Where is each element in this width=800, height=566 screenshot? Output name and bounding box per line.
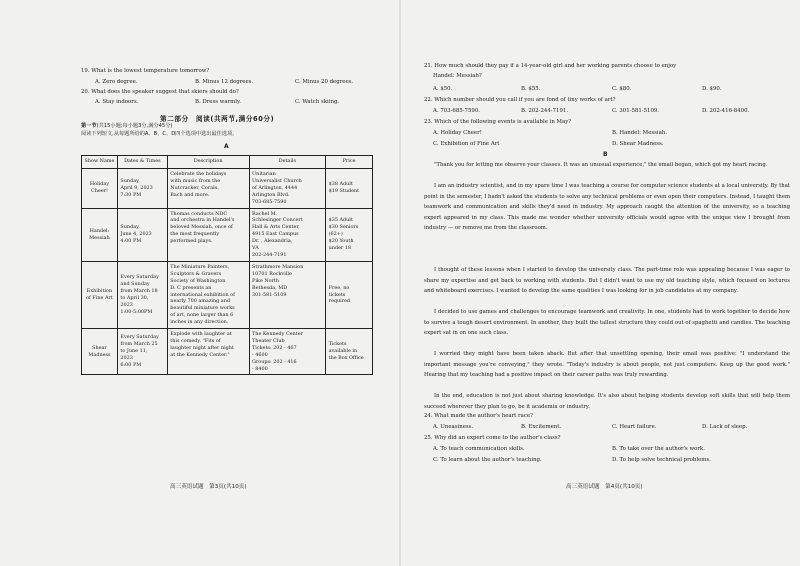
cell-line: Rachel M. [252, 210, 278, 217]
cell-line: Shear [92, 344, 107, 351]
cell-line: this comedy. "Fits of [170, 337, 221, 344]
table-row [82, 261, 373, 328]
cell-description [167, 261, 249, 328]
cell-line: Handel: [89, 227, 110, 234]
cell-line: $20 Youth [328, 238, 354, 245]
question-21-options [433, 86, 722, 93]
cell-line: from March 18 [120, 288, 158, 295]
cell-line: with music from the [170, 177, 221, 184]
option-c: C. Watch skiing. [295, 99, 340, 105]
cell-line: Madness [88, 351, 111, 358]
question-25-options-row2 [433, 457, 711, 464]
cell-line: from March 25 [120, 341, 158, 348]
option-b: B. $55. [521, 86, 541, 92]
cell-line: Every Saturday [120, 274, 159, 281]
cell-line: Explode with laughter at [170, 331, 232, 338]
cell-line: The Miniature Painters, [170, 263, 230, 270]
cell-description [167, 329, 249, 375]
cell-line: Groups: 202 - 416 [252, 358, 297, 365]
cell-show-name [82, 329, 118, 375]
header-dates-times: Dates & Times [117, 156, 167, 169]
option-c: C. To learn about the author's teaching. [433, 457, 542, 463]
option-d: D. To help solve technical problems. [612, 457, 711, 463]
cell-line: Society of Washington [170, 277, 226, 284]
question-23-stem: 23. Which of the following events is available in May? [424, 119, 572, 125]
cell-description [167, 208, 249, 261]
cell-line: 4:00 PM [120, 238, 142, 245]
cell-line: Thomas conducts NDC [170, 210, 228, 217]
cell-line: Exhibition [86, 288, 113, 295]
cell-line: Strathmore Mansion [252, 263, 304, 270]
cell-price [326, 261, 373, 328]
cell-line: performed plays. [170, 238, 213, 245]
cell-line: required [328, 298, 351, 305]
cell-line: Tickets [328, 341, 347, 348]
cell-line: 2023 [120, 355, 133, 362]
cell-line: Hall & Arts Center, [252, 224, 300, 231]
cell-line: tickets [328, 291, 346, 298]
cell-details [249, 169, 326, 209]
option-a: A. Zero degree. [95, 79, 138, 85]
table-row [82, 329, 373, 375]
cell-line: April 9, 2023 [120, 184, 153, 191]
paragraph-5: I worried they might have been taken aback. But after that unsettling opening, their email was positive: "I understand the important message you're conveying," they wrote. "Today's industry is about people, not just computers. Keep up the good work." Hearing that my teaching had a positive impact on their career paths was truly rewarding. [424, 351, 790, 379]
cell-line: of art, none larger than 6 [170, 312, 234, 319]
question-24-options [433, 424, 747, 431]
paragraph-1: "Thank you for letting me observe your classes. It was an unusual experience," the email began, which got my heart racing. [434, 162, 768, 168]
paragraph-2: I am an industry scientist, and in my spare time I was teaching a course for computer science students at a local university. By that point in the semester, I hadn't asked the students to solve any technical problems or even open their computers. Instead, I taught them teamwork and communication and skills they'd need in industry. My approach caught the attention of the university, so a teaching expert appeared in my class. This made me wonder whether university officials would agree with the unique view I brought from industry — or remove me from the classroom. [424, 183, 790, 232]
question-22-options [433, 108, 749, 115]
cell-dates-times [117, 329, 167, 375]
cell-line: the most frequently [170, 231, 220, 238]
cell-line: June 4, 2023 [120, 231, 152, 238]
option-b: B. Dress warmly. [195, 99, 242, 105]
option-c: C. Exhibition of Fine Art [433, 141, 500, 147]
cell-line: Unitarian [252, 171, 276, 177]
cell-show-name [82, 261, 118, 328]
question-23-options-row2 [433, 141, 664, 148]
cell-line: Free, no [328, 284, 350, 291]
cell-line: under 18 [328, 245, 352, 252]
cell-line: Arlington Blvd. [252, 191, 290, 198]
passage-b-label: B [603, 151, 608, 158]
cell-line: (62+) [328, 231, 343, 238]
cell-line: Every Saturday [120, 334, 159, 341]
cell-line: 4915 East Campus [252, 231, 299, 238]
cell-price [326, 329, 373, 375]
cell-line: to April 30, [120, 294, 149, 301]
cell-line: of Arlington, 4444 [252, 184, 298, 191]
cell-line: Sunday, [120, 224, 140, 231]
question-21-stem: 21. How much should they pay if a 14-year-old girl and her working parents choose to enjoy [424, 63, 677, 69]
cell-line: 2023 [120, 301, 133, 308]
cell-line: Schlesinger Concert [252, 217, 303, 224]
cell-line: Holiday [89, 181, 110, 188]
cell-line: Nutcracker, Corals, [170, 184, 219, 191]
cell-details [249, 208, 326, 261]
cell-line: 703-685-7590 [252, 198, 287, 205]
cell-line: international exhibition of [170, 291, 235, 298]
cell-line: $19 Student [328, 188, 360, 195]
question-20-stem: 20. What does the speaker suggest that skiers should do? [81, 89, 239, 95]
cell-line: $35 Adult [328, 217, 353, 224]
cell-line: and orchestra in Handel's [170, 217, 235, 224]
question-24-stem: 24. What made the author's heart race? [424, 413, 533, 419]
cell-line: Universalist Church [252, 177, 302, 184]
cell-dates-times [117, 261, 167, 328]
cell-price [326, 169, 373, 209]
cell-line: and Sunday [120, 281, 150, 288]
option-b: B. Excitement. [521, 424, 562, 430]
option-b: B. Handel: Messiah. [612, 130, 668, 136]
section-one-scoring: (共15小题;每小题3分,满分45分) [96, 123, 173, 129]
section-one-label: 第一节 [81, 123, 97, 129]
cell-line: Messiah [89, 234, 110, 241]
cell-line: $30 Seniors [328, 224, 359, 231]
option-a: A. To teach communication skills. [433, 446, 525, 452]
part-two-title: 第二部分 阅读(共两节,满分60分) [160, 115, 275, 123]
header-price: Price [326, 156, 373, 169]
option-c: C. Minus 20 degrees. [295, 79, 354, 85]
question-25-options-row1 [433, 446, 705, 453]
header-show-name: Show Name [82, 156, 118, 169]
cell-line: Tickets: 202 - 467 [252, 344, 297, 351]
cell-line: Theater Club [252, 337, 285, 344]
cell-line: inches in any direction. [170, 319, 229, 326]
cell-dates-times [117, 208, 167, 261]
cell-description [167, 169, 249, 209]
cell-line: Pike North [252, 277, 279, 284]
cell-dates-times [117, 169, 167, 209]
paragraph-6: In the end, education is not just about sharing knowledge. It's also about helping students develop soft skills that will help them succeed wherever they plan to go, be it academia or industry. [424, 393, 790, 410]
option-a: A. $50. [433, 86, 453, 92]
question-21-stem-cont: Handel: Messiah? [433, 73, 482, 79]
option-d: D. Shear Madness. [612, 141, 664, 147]
question-23-options-row1 [433, 130, 667, 137]
option-d: D. $90. [702, 86, 722, 92]
cell-line: at the Kennedy Center." [170, 351, 230, 358]
cell-line: VA [252, 245, 259, 252]
cell-line: of Fine Art [86, 294, 113, 301]
option-b: B. To take over the author's work. [612, 446, 705, 452]
option-a: A. Holiday Cheer! [433, 130, 482, 136]
option-d: D. 202-416-8400. [702, 108, 750, 114]
cell-line: 10701 Rockville [252, 270, 292, 277]
cell-show-name [82, 208, 118, 261]
cell-line: beloved Messiah, once of [170, 224, 233, 231]
option-b: B. Minus 12 degrees. [195, 79, 254, 85]
cell-line: Cheer! [90, 188, 108, 195]
cell-line: 1:00-5:00PM [120, 308, 153, 315]
section-one-heading [81, 123, 172, 130]
page-3-footer: 高三英语试题 第3页(共10页) [170, 484, 247, 490]
paragraph-3: I thought of these lessons when I started to develop the university class. The part-time role was appealing because I was eager to share my expertise and get back to working with students. But I didn't want to use my old teaching style, which focused on lectures and whiteboard exercises. I wanted to develop the same qualities I was looking for in job candidates at my company. [424, 267, 790, 295]
cell-price [326, 208, 373, 261]
cell-details [249, 261, 326, 328]
cell-line: 301-581-5109 [252, 291, 287, 298]
section-instruction: 阅读下列短文,从每题所给的A、B、C、D四个选项中选出最佳选项。 [81, 131, 238, 137]
table-row [82, 208, 373, 261]
cell-show-name [82, 169, 118, 209]
cell-line: Sculptors & Gravers [170, 270, 222, 277]
option-a: A. 703-685-7590. [433, 108, 480, 114]
option-c: C. $80. [612, 86, 632, 92]
cell-details [249, 329, 326, 375]
table-row [82, 169, 373, 209]
cell-line: Sunday, [120, 177, 140, 184]
table-body [82, 169, 373, 375]
question-19-options [95, 79, 353, 86]
cell-line: Dr. , Alexandria, [252, 238, 293, 245]
cell-line: D. C presents an [170, 284, 212, 291]
page-4-footer: 高三英语试题 第4页(共10页) [566, 484, 643, 490]
header-description: Description [167, 156, 249, 169]
option-b: B. 202-244-7191. [521, 108, 569, 114]
question-25-stem: 25. Why did an expert come to the author's class? [424, 435, 561, 441]
cell-line: Bethesda, MD [252, 284, 288, 291]
cell-line: the Box Office [328, 355, 364, 362]
cell-line: to June 11, [120, 348, 148, 355]
cell-line: 202-244-7191 [252, 251, 287, 258]
option-c: C. 301-581-5109. [612, 108, 660, 114]
passage-a-label: A [224, 143, 229, 150]
cell-line: The Kennedy Center [252, 331, 303, 338]
cell-line: nearly 700 amazing and [170, 298, 231, 305]
option-a: A. Stay indoors. [95, 99, 139, 105]
question-19-stem: 19. What is the lowest temperature tomorrow? [81, 68, 210, 74]
cell-line: 6:00 PM [120, 362, 142, 369]
cell-line: Celebrate the holidays [170, 171, 227, 177]
cell-line: available in [328, 348, 358, 355]
paragraph-4: I decided to use games and challenges to encourage teamwork and creativity. In one, students had to work together to decide how to survive a tough desert environment. In another, they built the tallest structure they could out of spaghetti and candies. The teaching expert sat in on one such class. [424, 309, 790, 337]
cell-line: beautiful miniature works [170, 305, 235, 312]
cell-line: Bach and more. [170, 191, 210, 198]
option-d: D. Lack of sleep. [702, 424, 748, 430]
header-details: Details [249, 156, 326, 169]
events-table [81, 155, 373, 375]
question-20-options [95, 99, 339, 106]
cell-line: $38 Adult [328, 181, 353, 188]
question-22-stem: 22. Which number should you call if you are fond of tiny works of art? [424, 97, 616, 103]
option-c: C. Heart failure. [612, 424, 657, 430]
cell-line: - 8400 [252, 365, 268, 372]
table-header-row [82, 156, 373, 169]
cell-line: - 4600 [252, 351, 268, 358]
cell-line: 7:30 PM [120, 191, 142, 198]
option-a: A. Uneasiness. [433, 424, 474, 430]
cell-line: laughter night after night [170, 344, 234, 351]
